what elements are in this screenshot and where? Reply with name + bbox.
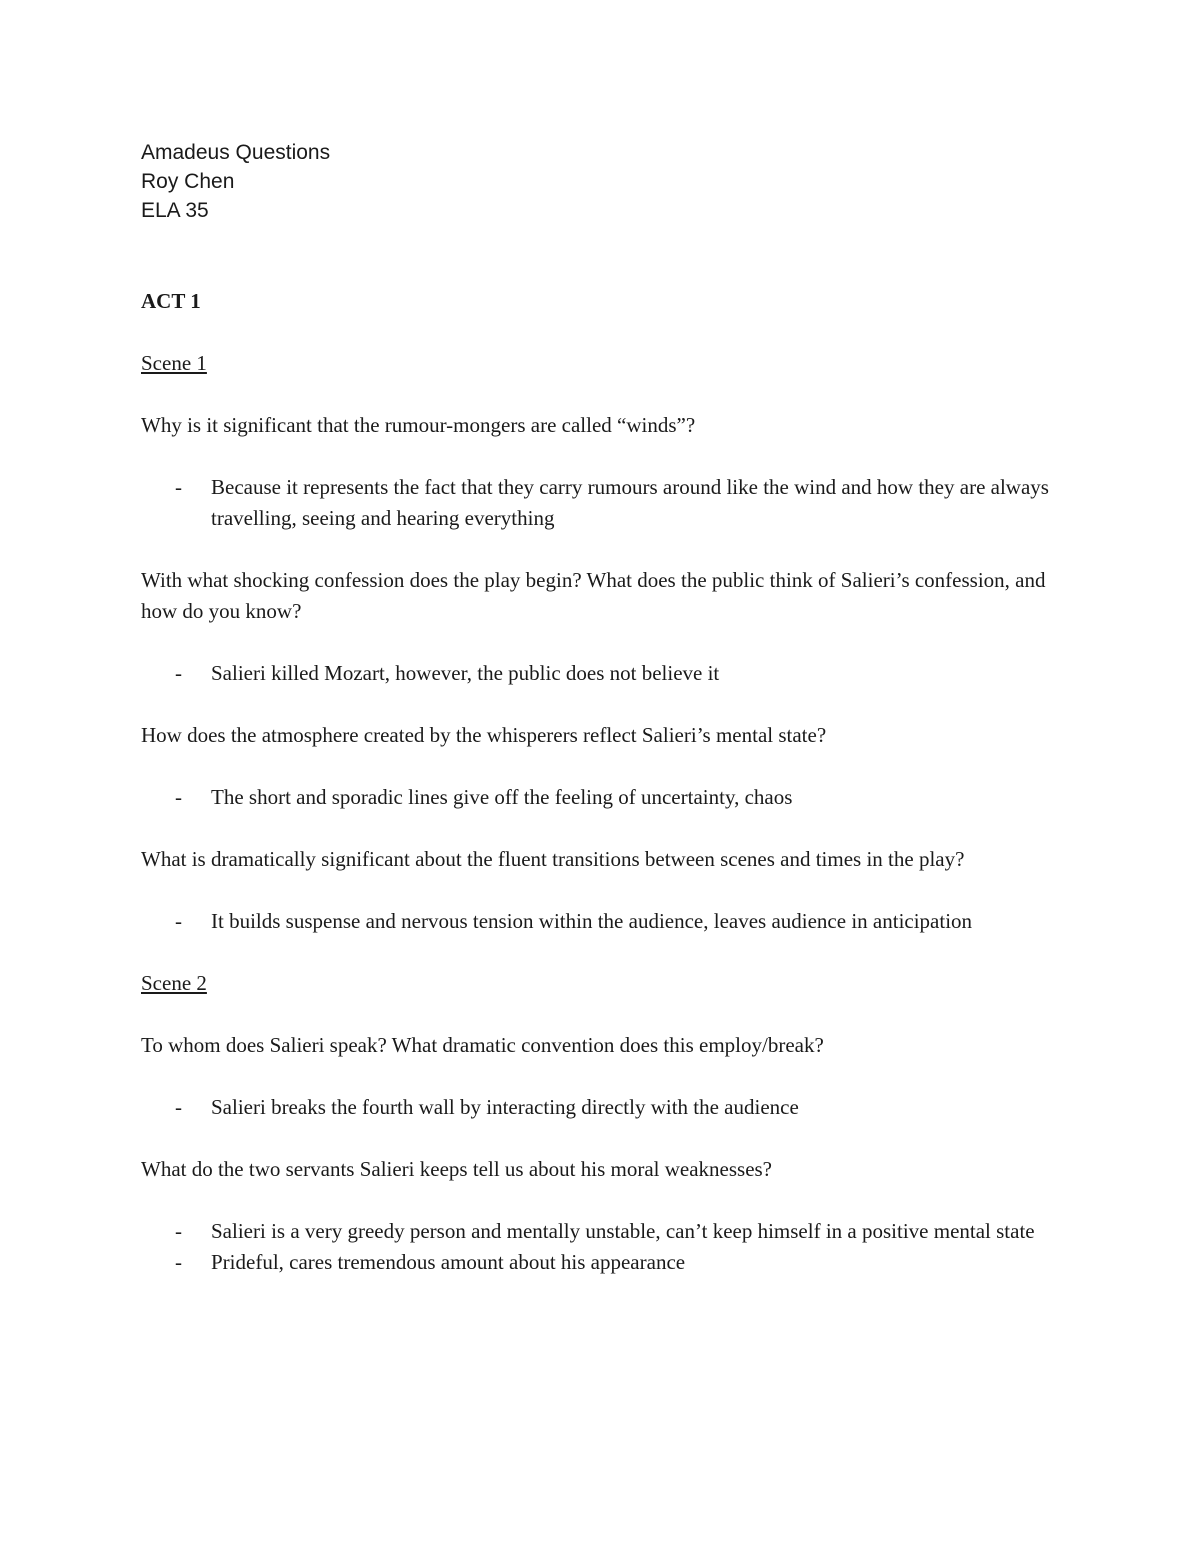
answer-list [141, 782, 1061, 813]
document-title: Amadeus Questions [141, 141, 331, 164]
dash-bullet: - [175, 909, 182, 933]
dash-bullet: - [175, 1095, 182, 1119]
answer-item [141, 1247, 1061, 1278]
answer-list [141, 658, 1061, 689]
question: With what shocking confession does the play begin? What does the public think of Salieri’s confession, and how do you know? [141, 568, 1046, 623]
question: How does the atmosphere created by the whisperers reflect Salieri’s mental state? [141, 723, 827, 747]
author-name: Roy Chen [141, 170, 235, 193]
answer-text: Salieri breaks the fourth wall by interacting directly with the audience [211, 1095, 799, 1119]
answer-item [141, 1092, 1061, 1123]
act-heading: ACT 1 [141, 289, 201, 313]
answer-list [141, 906, 1061, 937]
answer-text: Salieri is a very greedy person and mentally unstable, can’t keep himself in a positive mental state [211, 1219, 1035, 1243]
answer-text: It builds suspense and nervous tension within the audience, leaves audience in anticipation [211, 909, 973, 933]
answer-list [141, 472, 1061, 534]
answer-text: Salieri killed Mozart, however, the public does not believe it [211, 661, 720, 685]
answer-list [141, 1216, 1061, 1278]
answer-item [141, 1216, 1061, 1247]
dash-bullet: - [175, 475, 182, 499]
scene-1-heading: Scene 1 [141, 351, 207, 375]
answer-text: The short and sporadic lines give off the feeling of uncertainty, chaos [211, 785, 793, 809]
dash-bullet: - [175, 785, 182, 809]
question: Why is it significant that the rumour-mongers are called “winds”? [141, 413, 696, 437]
document-page [141, 138, 1061, 1278]
dash-bullet: - [175, 1219, 182, 1243]
answer-item [141, 782, 1061, 813]
answer-text: Prideful, cares tremendous amount about his appearance [211, 1250, 686, 1274]
dash-bullet: - [175, 661, 182, 685]
scene-2-heading: Scene 2 [141, 971, 207, 995]
question: What is dramatically significant about the fluent transitions between scenes and times in the play? [141, 847, 965, 871]
answer-list [141, 1092, 1061, 1123]
course-name: ELA 35 [141, 199, 209, 222]
question: To whom does Salieri speak? What dramatic convention does this employ/break? [141, 1033, 824, 1057]
dash-bullet: - [175, 1250, 182, 1274]
question: What do the two servants Salieri keeps tell us about his moral weaknesses? [141, 1157, 773, 1181]
answer-item [141, 906, 1061, 937]
answer-item [141, 472, 1061, 534]
answer-item [141, 658, 1061, 689]
answer-text: Because it represents the fact that they carry rumours around like the wind and how they are always travelling, seeing and hearing everything [211, 475, 1049, 530]
